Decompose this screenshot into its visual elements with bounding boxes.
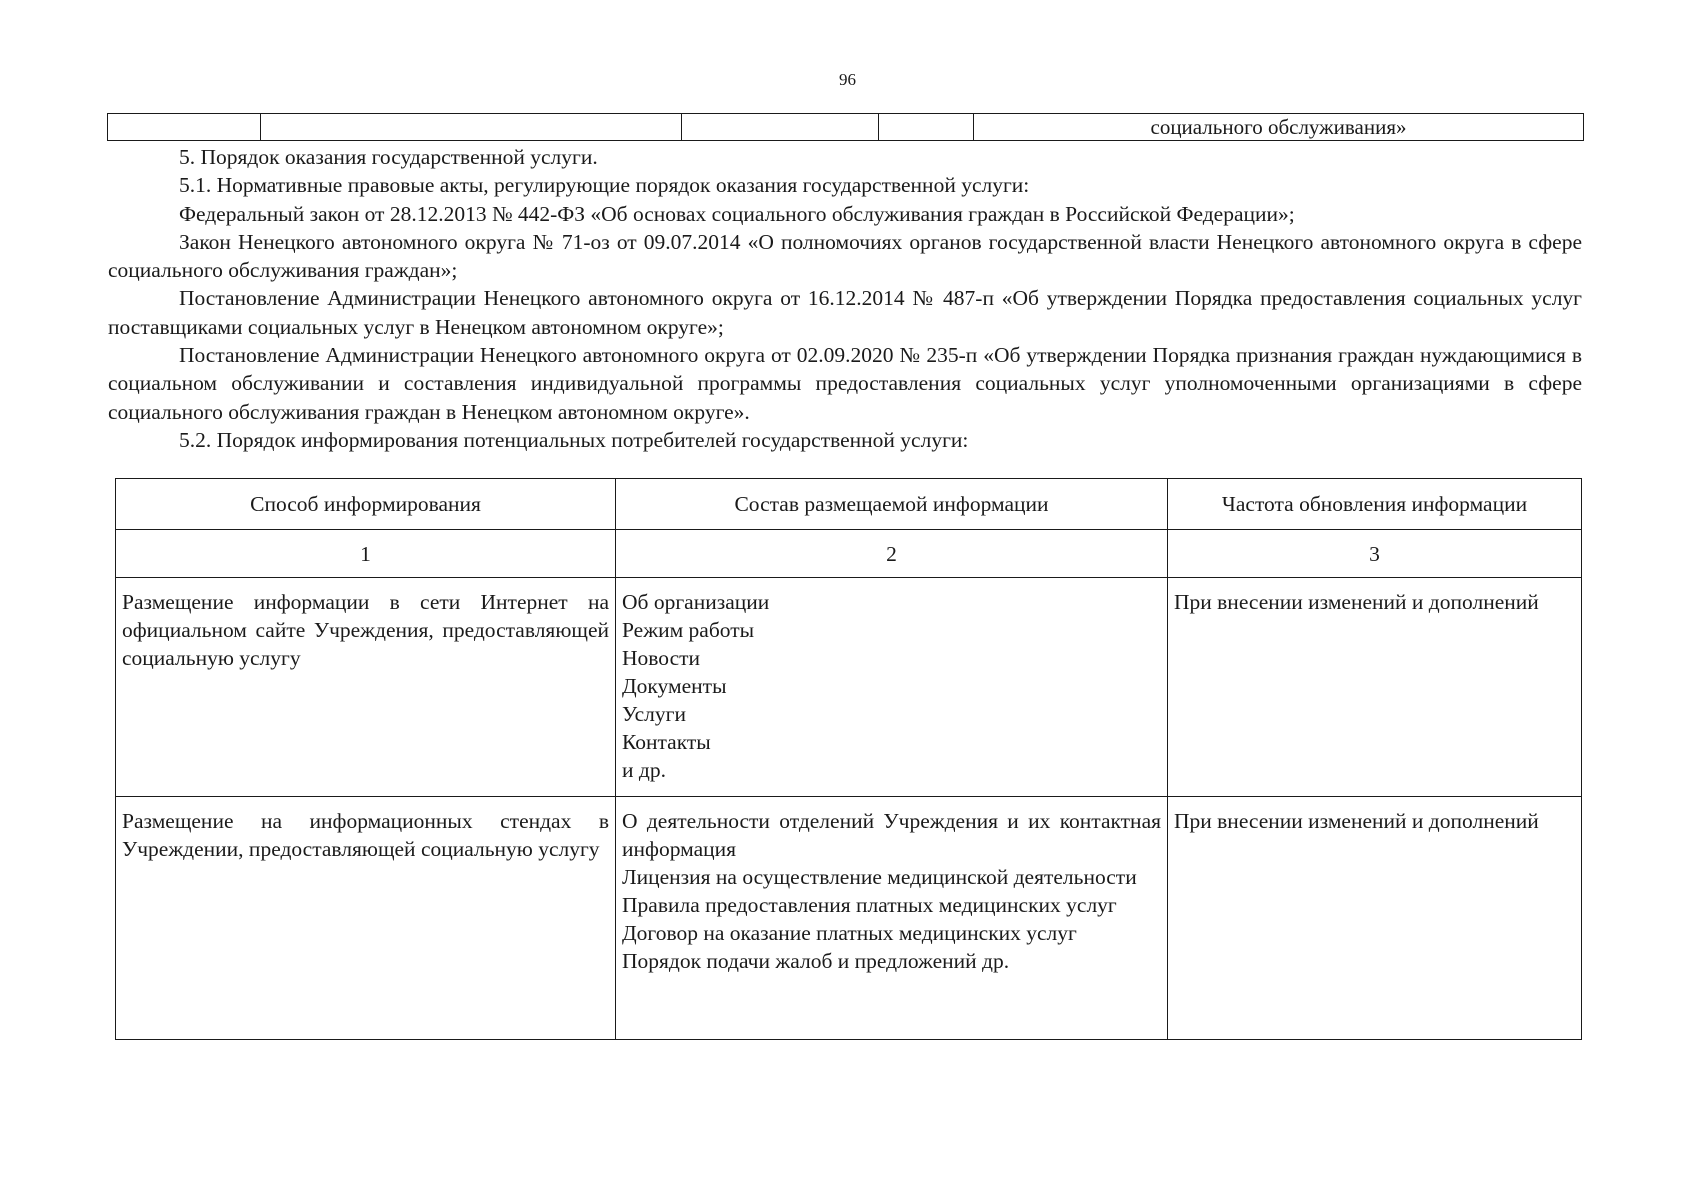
- continuation-cell-5: социального обслуживания»: [974, 114, 1584, 141]
- continuation-row: [108, 114, 1584, 141]
- body-text: [108, 143, 1582, 454]
- continuation-table: [107, 113, 1584, 141]
- row-content: [616, 578, 1168, 797]
- content-item: Договор на оказание платных медицинских услуг: [622, 921, 1077, 945]
- continuation-cell-1: [108, 114, 261, 141]
- column-number-2: 2: [616, 530, 1168, 578]
- row-content: [616, 797, 1168, 1040]
- informing-table: [115, 478, 1582, 1040]
- content-item: Правила предоставления платных медицинских услуг: [622, 893, 1117, 917]
- column-number-1: 1: [116, 530, 616, 578]
- content-item: Услуги: [622, 702, 686, 726]
- row-frequency: При внесении изменений и дополнений: [1168, 797, 1582, 1040]
- content-item: Режим работы: [622, 618, 755, 642]
- table-row: [116, 578, 1582, 797]
- content-item: Контакты: [622, 730, 711, 754]
- continuation-cell-3: [682, 114, 879, 141]
- informing-table-header-row: [116, 479, 1582, 530]
- content-item: и др.: [622, 758, 666, 782]
- column-number-row: [116, 530, 1582, 578]
- content-item: Лицензия на осуществление медицинской деятельности: [622, 865, 1137, 889]
- row-method: Размещение на информационных стендах в Учреждении, предоставляющей социальную услугу: [116, 797, 616, 1040]
- page-number: 96: [839, 70, 856, 89]
- law-federal-442: Федеральный закон от 28.12.2013 № 442-ФЗ «Об основах социального обслуживания граждан в Российской Федерации»;: [179, 201, 1295, 226]
- row-frequency: При внесении изменений и дополнений: [1168, 578, 1582, 797]
- continuation-cell-2: [261, 114, 682, 141]
- column-number-3: 3: [1168, 530, 1582, 578]
- table-row: [116, 797, 1582, 1040]
- section-heading-5-2: 5.2. Порядок информирования потенциальных потребителей государственной услуги:: [179, 427, 969, 452]
- header-method: Способ информирования: [116, 479, 616, 530]
- section-heading-5: 5. Порядок оказания государственной услуги.: [179, 145, 598, 169]
- content-item: Об организации: [622, 590, 770, 614]
- continuation-cell-4: [879, 114, 974, 141]
- resolution-487: Постановление Администрации Ненецкого автономного округа от 16.12.2014 № 487-п «Об утверждении Порядка предоставления социальных услуг поставщиками социальных услуг в Ненецком автономном округе»;: [108, 286, 1582, 339]
- header-content: Состав размещаемой информации: [616, 479, 1168, 530]
- law-nao-71: Закон Ненецкого автономного округа № 71-оз от 09.07.2014 «О полномочиях органов государственной власти Ненецкого автономного округа в сфере социального обслуживания граждан»;: [108, 229, 1582, 283]
- resolution-235: Постановление Администрации Ненецкого автономного округа от 02.09.2020 № 235-п «Об утверждении Порядка признания граждан нуждающимися в социальном обслуживании и составления индивидуальной программы предоставления социальных услуг уполномоченными организациями в сфере социального обслуживания граждан в Ненецком автономном округе».: [108, 343, 1582, 424]
- content-item: Документы: [622, 674, 727, 698]
- content-item: Порядок подачи жалоб и предложений др.: [622, 949, 1010, 973]
- header-frequency: Частота обновления информации: [1168, 479, 1582, 530]
- content-item: Новости: [622, 646, 701, 670]
- section-heading-5-1: 5.1. Нормативные правовые акты, регулирующие порядок оказания государственной услуги:: [179, 173, 1030, 198]
- row-method: Размещение информации в сети Интернет на официальном сайте Учреждения, предоставляющей социальную услугу: [116, 578, 616, 797]
- content-item: О деятельности отделений Учреждения и их контактная информация: [622, 809, 1161, 861]
